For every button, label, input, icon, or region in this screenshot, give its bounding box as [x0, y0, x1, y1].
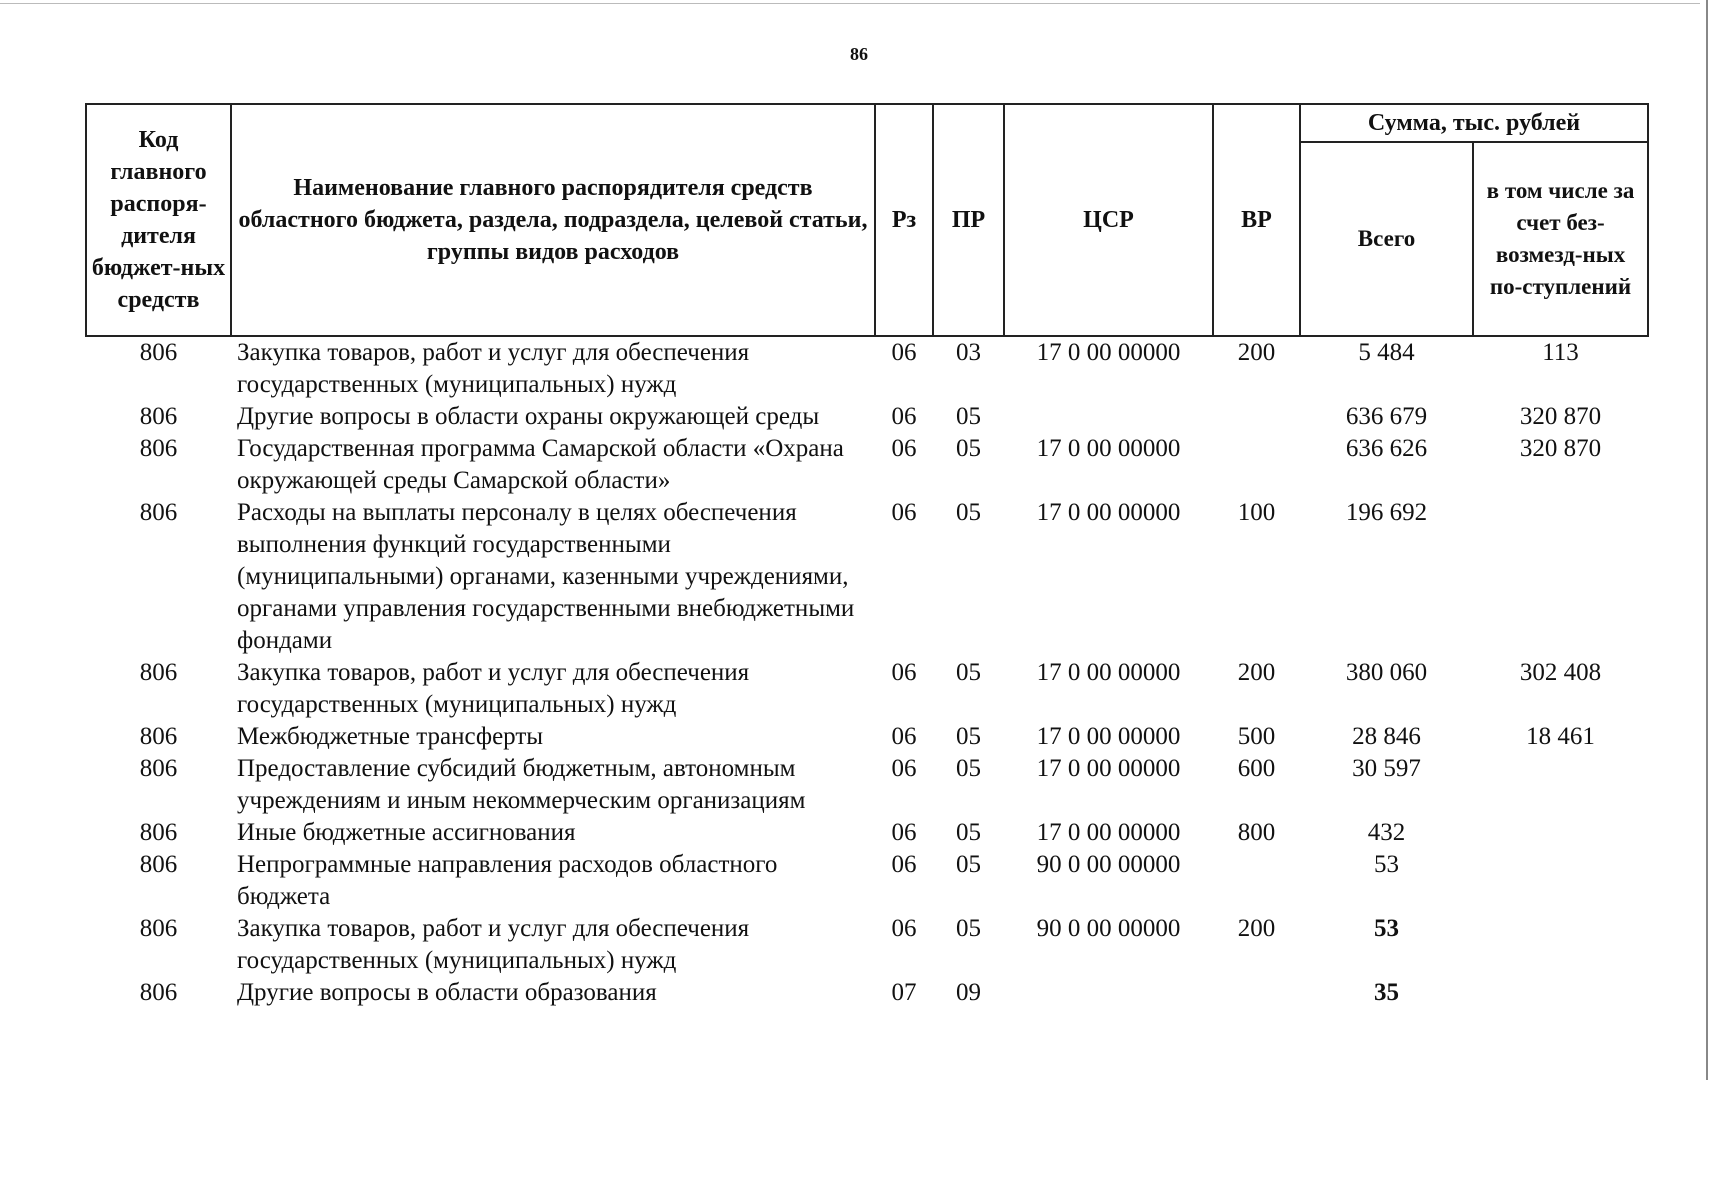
cell-name: Государственная программа Самарской области «Охрана окружающей среды Самарской области» — [237, 435, 844, 494]
cell-rz: 07 — [891, 979, 917, 1006]
table-row — [86, 497, 1648, 657]
cell-pr: 05 — [956, 723, 981, 750]
cell-vr: 100 — [1237, 499, 1276, 526]
cell-pr: 05 — [956, 659, 981, 686]
cell-pr: 09 — [956, 979, 981, 1006]
cell-pr: 03 — [956, 339, 981, 366]
cell-vr — [1213, 433, 1300, 497]
header-csr: ЦСР — [1004, 104, 1213, 336]
table-row — [86, 753, 1648, 817]
cell-pr: 05 — [956, 755, 981, 782]
cell-csr: 90 0 00 00000 — [1036, 851, 1181, 878]
table-row — [86, 657, 1648, 721]
header-incl-free: в том числе за счет без-возмезд-ных по-ступлений — [1473, 142, 1648, 336]
cell-name: Расходы на выплаты персоналу в целях обеспечения выполнения функций государственными (муниципальными) органами, казенными учреждениями, органами управления государственными внебюджетными фондами — [237, 499, 855, 654]
table-body — [86, 336, 1648, 1009]
cell-free — [1473, 977, 1648, 1009]
table-row — [86, 336, 1648, 401]
cell-vr — [1213, 849, 1300, 913]
cell-csr: 17 0 00 00000 — [1036, 723, 1181, 750]
cell-code: 806 — [139, 851, 178, 878]
cell-vr: 600 — [1237, 755, 1276, 782]
cell-code: 806 — [139, 979, 178, 1006]
cell-code: 806 — [139, 723, 178, 750]
cell-csr: 17 0 00 00000 — [1036, 755, 1181, 782]
cell-vr: 200 — [1237, 915, 1276, 942]
cell-total: 28 846 — [1352, 723, 1421, 750]
cell-pr: 05 — [956, 499, 981, 526]
cell-total: 636 679 — [1345, 403, 1428, 430]
cell-name: Непрограммные направления расходов областного бюджета — [237, 851, 778, 910]
cell-total: 636 626 — [1345, 435, 1428, 462]
cell-vr: 500 — [1237, 723, 1276, 750]
header-code: Код главного распоря-дителя бюджет-ных средств — [86, 104, 231, 336]
cell-csr: 17 0 00 00000 — [1036, 499, 1181, 526]
table-row — [86, 817, 1648, 849]
cell-code: 806 — [139, 819, 178, 846]
cell-free — [1473, 753, 1648, 817]
cell-total: 432 — [1367, 819, 1406, 846]
cell-csr — [1004, 401, 1213, 433]
cell-csr: 17 0 00 00000 — [1036, 339, 1181, 366]
cell-pr: 05 — [956, 915, 981, 942]
scan-edge-right — [1706, 0, 1708, 1080]
cell-pr: 05 — [956, 819, 981, 846]
cell-name: Предоставление субсидий бюджетным, автономным учреждениям и иным некоммерческим организациям — [237, 755, 806, 814]
cell-code: 806 — [139, 659, 178, 686]
header-pr: ПР — [933, 104, 1004, 336]
header-sum-group: Сумма, тыс. рублей — [1300, 104, 1648, 142]
cell-rz: 06 — [891, 403, 917, 430]
cell-free: 320 870 — [1519, 435, 1602, 462]
header-vr: ВР — [1213, 104, 1300, 336]
cell-rz: 06 — [891, 435, 917, 462]
cell-vr — [1213, 401, 1300, 433]
cell-total: 35 — [1374, 979, 1399, 1006]
cell-free: 18 461 — [1526, 723, 1595, 750]
cell-rz: 06 — [891, 723, 917, 750]
cell-pr: 05 — [956, 435, 981, 462]
cell-name: Закупка товаров, работ и услуг для обеспечения государственных (муниципальных) нужд — [237, 915, 750, 974]
cell-csr: 90 0 00 00000 — [1036, 915, 1181, 942]
cell-total: 5 484 — [1358, 339, 1415, 366]
table-row — [86, 849, 1648, 913]
cell-vr: 800 — [1237, 819, 1276, 846]
cell-free — [1473, 497, 1648, 657]
cell-pr: 05 — [956, 403, 981, 430]
cell-total: 380 060 — [1345, 659, 1428, 686]
cell-vr: 200 — [1237, 339, 1276, 366]
cell-csr: 17 0 00 00000 — [1036, 819, 1181, 846]
cell-code: 806 — [139, 499, 178, 526]
cell-code: 806 — [139, 403, 178, 430]
header-total: Всего — [1300, 142, 1473, 336]
table-row — [86, 913, 1648, 977]
cell-free: 302 408 — [1519, 659, 1602, 686]
cell-free — [1473, 817, 1648, 849]
table-row — [86, 977, 1648, 1009]
cell-free — [1473, 849, 1648, 913]
cell-code: 806 — [139, 339, 178, 366]
cell-free: 113 — [1542, 339, 1579, 366]
cell-total: 196 692 — [1345, 499, 1428, 526]
cell-pr: 05 — [956, 851, 981, 878]
cell-rz: 06 — [891, 659, 917, 686]
cell-total: 53 — [1374, 915, 1399, 942]
cell-csr — [1004, 977, 1213, 1009]
cell-csr: 17 0 00 00000 — [1036, 435, 1181, 462]
budget-table — [85, 103, 1649, 1009]
cell-code: 806 — [139, 915, 178, 942]
cell-csr: 17 0 00 00000 — [1036, 659, 1181, 686]
cell-name: Межбюджетные трансферты — [237, 723, 544, 750]
cell-code: 806 — [139, 755, 178, 782]
cell-rz: 06 — [891, 755, 917, 782]
table-row — [86, 401, 1648, 433]
cell-total: 30 597 — [1352, 755, 1421, 782]
cell-free — [1473, 913, 1648, 977]
cell-free: 320 870 — [1519, 403, 1602, 430]
table-row — [86, 433, 1648, 497]
cell-total: 53 — [1374, 851, 1399, 878]
cell-rz: 06 — [891, 499, 917, 526]
cell-rz: 06 — [891, 339, 917, 366]
header-rz: Рз — [875, 104, 933, 336]
cell-rz: 06 — [891, 851, 917, 878]
cell-name: Другие вопросы в области охраны окружающей среды — [237, 403, 820, 430]
cell-vr: 200 — [1237, 659, 1276, 686]
cell-name: Закупка товаров, работ и услуг для обеспечения государственных (муниципальных) нужд — [237, 659, 750, 718]
cell-code: 806 — [139, 435, 178, 462]
header-name: Наименование главного распорядителя средств областного бюджета, раздела, подраздела, целевой статьи, группы видов расходов — [231, 104, 875, 336]
page-number: 86 — [850, 44, 868, 64]
cell-name: Закупка товаров, работ и услуг для обеспечения государственных (муниципальных) нужд — [237, 339, 750, 398]
table-row — [86, 721, 1648, 753]
cell-vr — [1213, 977, 1300, 1009]
cell-rz: 06 — [891, 915, 917, 942]
cell-rz: 06 — [891, 819, 917, 846]
cell-name: Другие вопросы в области образования — [237, 979, 657, 1006]
cell-name: Иные бюджетные ассигнования — [237, 819, 576, 846]
scan-edge-top — [0, 3, 1700, 4]
